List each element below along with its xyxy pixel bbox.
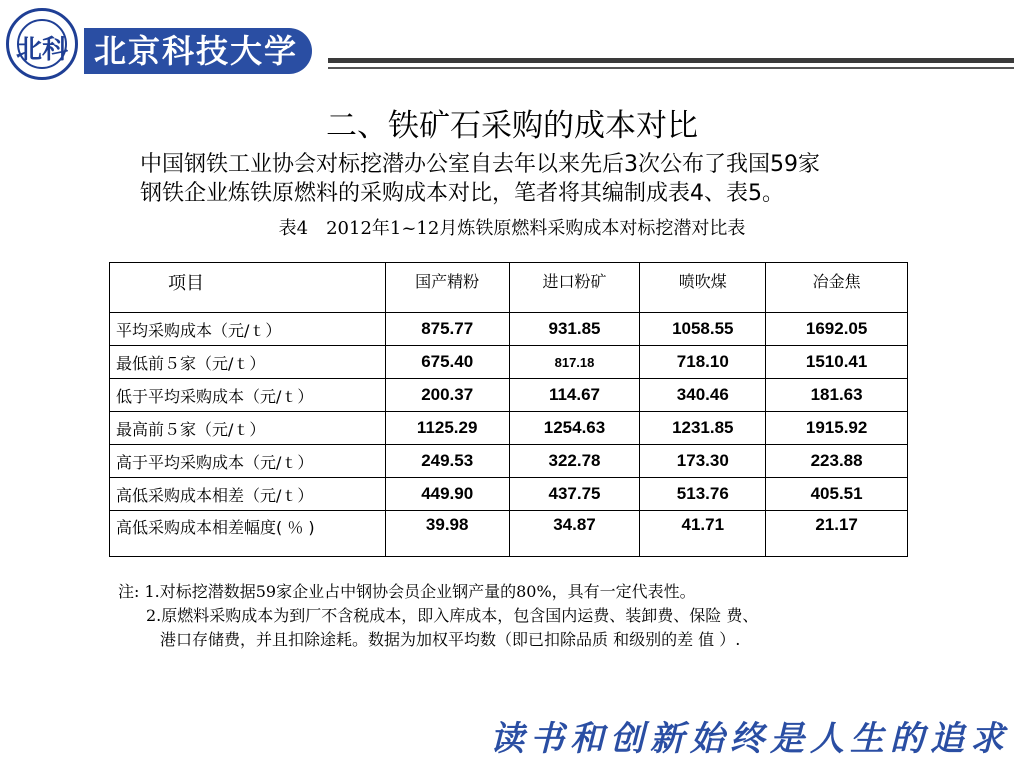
header-domestic-concentrate: 国产精粉 (385, 263, 509, 313)
cell-value: 449.90 (385, 478, 509, 511)
university-name-banner: 北京科技大学 (84, 28, 312, 74)
cell-value: 322.78 (509, 445, 640, 478)
intro-line-2: 钢铁企业炼铁原燃料的采购成本对比，笔者将其编制成表4、表5。 (140, 181, 784, 206)
cell-value: 223.88 (766, 445, 908, 478)
intro-line-1: 中国钢铁工业协会对标挖潜办公室自去年以来先后3次公布了我国59家 (140, 152, 820, 177)
cell-value: 181.63 (766, 379, 908, 412)
cell-value: 173.30 (640, 445, 766, 478)
cell-value: 875.77 (385, 313, 509, 346)
university-seal-logo (6, 8, 78, 80)
row-label: 最高前５家（元/ｔ） (110, 412, 386, 445)
cell-value: 340.46 (640, 379, 766, 412)
table-caption: 表4 2012年1~12月炼铁原燃料采购成本对标挖潜对比表 (278, 218, 746, 239)
header-rule-thick (328, 58, 1014, 63)
cost-comparison-table (109, 262, 908, 557)
row-label: 平均采购成本（元/ｔ） (110, 313, 386, 346)
cell-value: 41.71 (640, 511, 766, 557)
row-label: 高低采购成本相差幅度( ％ ) (110, 511, 386, 557)
cell-value: 513.76 (640, 478, 766, 511)
header-rule-thin (328, 67, 1014, 69)
table-row (110, 379, 908, 412)
footer-slogan: 读书和创新始终是人生的追求 (490, 719, 1010, 759)
table-row (110, 346, 908, 379)
cell-value: 34.87 (509, 511, 640, 557)
cell-value: 200.37 (385, 379, 509, 412)
header-imported-fines: 进口粉矿 (509, 263, 640, 313)
cell-value: 249.53 (385, 445, 509, 478)
footnote-2: 2.原燃料采购成本为到厂不含税成本，即入库成本，包含国内运费、装卸费、保险 费、 (146, 606, 759, 625)
header-pci-coal: 喷吹煤 (640, 263, 766, 313)
row-label: 高低采购成本相差（元/ｔ） (110, 478, 386, 511)
slide-title: 二、铁矿石采购的成本对比 (326, 108, 698, 144)
cell-value: 817.18 (509, 346, 640, 379)
table-row (110, 313, 908, 346)
cell-value: 405.51 (766, 478, 908, 511)
table-row (110, 445, 908, 478)
row-label: 最低前５家（元/ｔ） (110, 346, 386, 379)
cell-value: 1058.55 (640, 313, 766, 346)
cell-value: 675.40 (385, 346, 509, 379)
cell-value: 1231.85 (640, 412, 766, 445)
cell-value: 39.98 (385, 511, 509, 557)
cell-value: 1915.92 (766, 412, 908, 445)
header-met-coke: 冶金焦 (766, 263, 908, 313)
row-label: 低于平均采购成本（元/ｔ） (110, 379, 386, 412)
seal-glyph: 北科 (15, 35, 68, 65)
footnote-1: 注: 1.对标挖潜数据59家企业占中钢协会员企业钢产量的80%，具有一定代表性。 (118, 582, 696, 601)
cell-value: 1254.63 (509, 412, 640, 445)
cell-value: 437.75 (509, 478, 640, 511)
intro-paragraph (140, 150, 1000, 208)
cell-value: 931.85 (509, 313, 640, 346)
footnotes (118, 580, 998, 652)
table-row (110, 478, 908, 511)
row-label: 高于平均采购成本（元/ｔ） (110, 445, 386, 478)
cell-value: 21.17 (766, 511, 908, 557)
table-row (110, 511, 908, 557)
cell-value: 1125.29 (385, 412, 509, 445)
cell-value: 1510.41 (766, 346, 908, 379)
cell-value: 1692.05 (766, 313, 908, 346)
cell-value: 718.10 (640, 346, 766, 379)
table-header-row (110, 263, 908, 313)
table-row (110, 412, 908, 445)
footnote-2-continued: 港口存储费，并且扣除途耗。数据为加权平均数（即已扣除品质 和级别的差 值 ）. (160, 630, 741, 649)
cell-value: 114.67 (509, 379, 640, 412)
header-item: 项目 (110, 263, 386, 313)
